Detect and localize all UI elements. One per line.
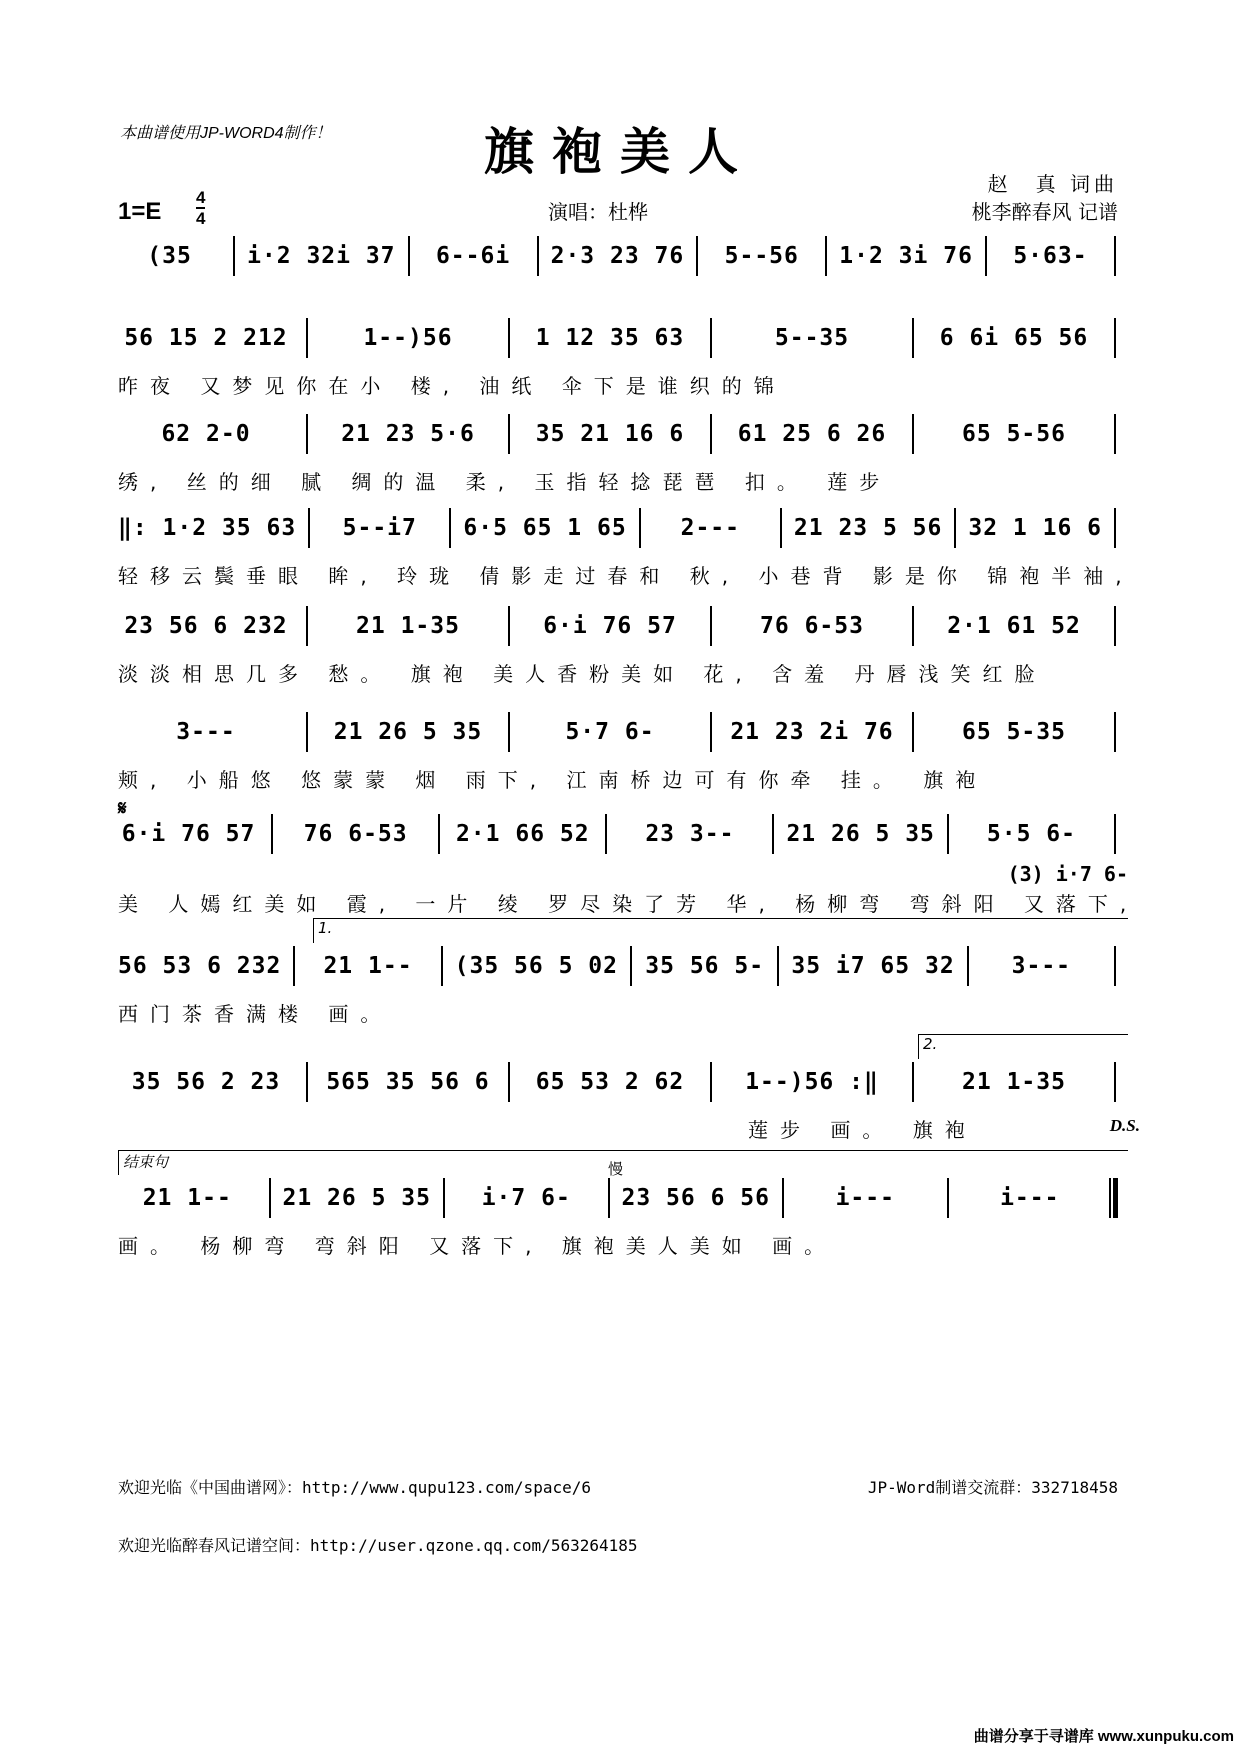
barline [1114, 318, 1116, 358]
lyrics-line: 颊, 小船悠 悠蒙蒙 烟 雨下, 江南桥边可有你牵 挂。 旗袍 [118, 768, 988, 792]
lyrics-line: 莲步 画。 旗袍 [748, 1118, 977, 1142]
note-line [118, 240, 1128, 272]
measure: 3--- [176, 719, 236, 745]
note-line [118, 716, 1128, 748]
barline [1114, 946, 1116, 986]
barline [306, 1062, 308, 1102]
note-line [118, 512, 1128, 544]
barline [954, 508, 956, 548]
final-barline [1109, 1178, 1118, 1218]
barline [710, 712, 712, 752]
song-title: 旗袍美人 [484, 122, 756, 181]
time-signature-bottom: 4 [196, 209, 206, 228]
measure: 23 56 6 56 [621, 1185, 770, 1211]
barline [947, 1178, 949, 1218]
volta-bracket: 1. [313, 918, 1128, 943]
key-signature: 1=E [118, 198, 162, 225]
barline [710, 318, 712, 358]
measure: i·2 32i 37 [247, 243, 396, 269]
measure: i--- [835, 1185, 895, 1211]
lyrics-line: 轻移云鬓垂眼 眸, 玲珑 倩影走过春和 秋, 小巷背 影是你 锦袍半袖, [118, 564, 1134, 588]
barline [306, 414, 308, 454]
measure: 65 5-35 [962, 719, 1066, 745]
barline [293, 946, 295, 986]
barline [308, 508, 310, 548]
measure: 56 15 2 212 [124, 325, 288, 351]
measure: 21 23 5·6 [341, 421, 475, 447]
lyrics-line: 淡淡相思几多 愁。 旗袍 美人香粉美如 花, 含羞 丹唇浅笑红脸 [118, 662, 1047, 686]
measure: 3--- [1011, 953, 1072, 979]
barline [449, 508, 451, 548]
measure: 62 2-0 [161, 421, 251, 447]
barline [777, 946, 779, 986]
measure: 1 12 35 63 [535, 325, 685, 351]
measure: 2--- [680, 515, 740, 541]
alternate-ending-notes: (3) i·7 6- [1007, 862, 1128, 886]
barline [508, 318, 510, 358]
barline [1114, 414, 1116, 454]
barline [782, 1178, 784, 1218]
barline [710, 414, 712, 454]
barline [912, 414, 914, 454]
measure: 21 26 5 35 [333, 719, 483, 745]
measure: 76 6-53 [760, 613, 864, 639]
barline [1114, 606, 1116, 646]
measure: 56 53 6 232 [118, 953, 282, 979]
lyricist-credit: 赵 真 词曲 [987, 172, 1118, 196]
measure: 76 6-53 [303, 821, 408, 847]
measure: 61 25 6 26 [737, 421, 887, 447]
measure: 2·3 23 76 [550, 243, 685, 269]
note-line [118, 610, 1128, 642]
barline [1114, 1062, 1116, 1102]
transcriber-credit: 桃李醉春风 记谱 [971, 200, 1118, 224]
barline [438, 814, 440, 854]
volta-bracket: 结束句 [118, 1150, 1128, 1175]
note-line [118, 322, 1128, 354]
measure: 35 i7 65 32 [791, 953, 955, 979]
measure: 6·5 65 1 65 [463, 515, 627, 541]
measure: 23 3-- [645, 821, 735, 847]
barline [306, 318, 308, 358]
barline [710, 606, 712, 646]
measure: 5--35 [774, 325, 850, 351]
barline [912, 318, 914, 358]
barline [441, 946, 443, 986]
measure: ‖: 1·2 35 63 [118, 515, 297, 541]
barline [985, 236, 987, 276]
measure: 5--i7 [342, 515, 417, 541]
barline [912, 606, 914, 646]
performer: 演唱：杜桦 [548, 200, 648, 224]
measure: 21 23 5 56 [793, 515, 943, 541]
measure: 21 23 2i 76 [730, 719, 894, 745]
measure: 21 1-- [323, 953, 413, 979]
barline [1114, 508, 1116, 548]
footer-space-link[interactable]: 欢迎光临醉春风记谱空间：http://user.qzone.qq.com/563264185 [118, 1536, 638, 1555]
note-line [118, 418, 1128, 450]
barline [967, 946, 969, 986]
barline [508, 1062, 510, 1102]
barline [772, 814, 774, 854]
barline [912, 1062, 914, 1102]
measure: 21 1-- [142, 1185, 232, 1211]
volta-bracket: 2. [918, 1034, 1128, 1059]
measure: 6--6i [435, 243, 511, 269]
note-line [118, 1182, 1128, 1214]
measure: 5·7 6- [565, 719, 655, 745]
measure: 5--56 [724, 243, 799, 269]
lyrics-line: 西门茶香满楼 画。 [118, 1002, 393, 1026]
software-credit: 本曲谱使用JP-WORD4制作！ [120, 125, 332, 142]
measure: 5·5 6- [986, 821, 1077, 847]
barline [696, 236, 698, 276]
measure: 21 1-35 [962, 1069, 1066, 1095]
measure: 565 35 56 6 [326, 1069, 490, 1095]
measure: 32 1 16 6 [968, 515, 1103, 541]
measure: 1·2 3i 76 [839, 243, 973, 269]
barline [508, 606, 510, 646]
barline [1114, 712, 1116, 752]
measure: 5·63- [1013, 243, 1088, 269]
barline [269, 1178, 271, 1218]
barline [508, 712, 510, 752]
lyrics-line: 画。 杨柳弯 弯斜阳 又落下, 旗袍美人美如 画。 [118, 1234, 837, 1258]
lyrics-line: 美 人嫣红美如 霞, 一片 绫 罗尽染了芳 华, 杨柳弯 弯斜阳 又落下, [118, 892, 1139, 916]
measure: 21 1-35 [356, 613, 460, 639]
measure: 35 56 2 23 [131, 1069, 281, 1095]
lyrics-line: 绣, 丝的细 腻 绸的温 柔, 玉指轻捻琵琶 扣。 莲步 [118, 470, 892, 494]
footer-group: JP-Word制谱交流群：332718458 [867, 1478, 1118, 1497]
dal-segno-mark: D.S. [1109, 1116, 1140, 1135]
barline [1114, 814, 1116, 854]
barline [710, 1062, 712, 1102]
measure: 6 6i 65 56 [939, 325, 1089, 351]
barline [780, 508, 782, 548]
barline [605, 814, 607, 854]
note-line [118, 818, 1128, 850]
measure: 21 26 5 35 [786, 821, 935, 847]
barline [608, 1178, 610, 1218]
barline [271, 814, 273, 854]
measure: 65 53 2 62 [535, 1069, 685, 1095]
lyrics-line: 昨夜 又梦见你在小 楼, 油纸 伞下是谁织的锦 [118, 374, 786, 398]
barline [639, 508, 641, 548]
barline [825, 236, 827, 276]
barline [408, 236, 410, 276]
measure: 6·i 76 57 [543, 613, 677, 639]
note-line [118, 1066, 1128, 1098]
measure: i--- [1000, 1185, 1060, 1211]
watermark: 曲谱分享于寻谱库 www.xunpuku.com [973, 1728, 1234, 1745]
time-signature [196, 188, 205, 228]
measure: (35 56 5 02 [454, 953, 618, 979]
note-line [118, 950, 1128, 982]
measure: 65 5-56 [962, 421, 1066, 447]
measure: 23 56 6 232 [124, 613, 288, 639]
measure: 35 21 16 6 [535, 421, 685, 447]
measure: 21 26 5 35 [282, 1185, 431, 1211]
measure: (35 [147, 243, 192, 269]
measure: 1--)56 [363, 325, 453, 351]
barline [508, 414, 510, 454]
barline [443, 1178, 445, 1218]
segno-sign: 𝄋 [118, 796, 127, 820]
measure: 6·i 76 57 [121, 821, 256, 847]
measure: 1--)56 :‖ [745, 1069, 879, 1095]
barline [306, 712, 308, 752]
barline [630, 946, 632, 986]
time-signature-top: 4 [196, 188, 206, 207]
barline [1114, 236, 1116, 276]
barline [306, 606, 308, 646]
measure: 35 56 5- [645, 953, 765, 979]
barline [912, 712, 914, 752]
measure: 2·1 66 52 [455, 821, 590, 847]
barline [537, 236, 539, 276]
measure: 2·1 61 52 [947, 613, 1081, 639]
barline [947, 814, 949, 854]
tempo-mark-slow: 慢 [608, 1160, 624, 1178]
footer-site-link[interactable]: 欢迎光临《中国曲谱网》：http://www.qupu123.com/space/6 [118, 1478, 591, 1497]
measure: i·7 6- [481, 1185, 571, 1211]
barline [233, 236, 235, 276]
